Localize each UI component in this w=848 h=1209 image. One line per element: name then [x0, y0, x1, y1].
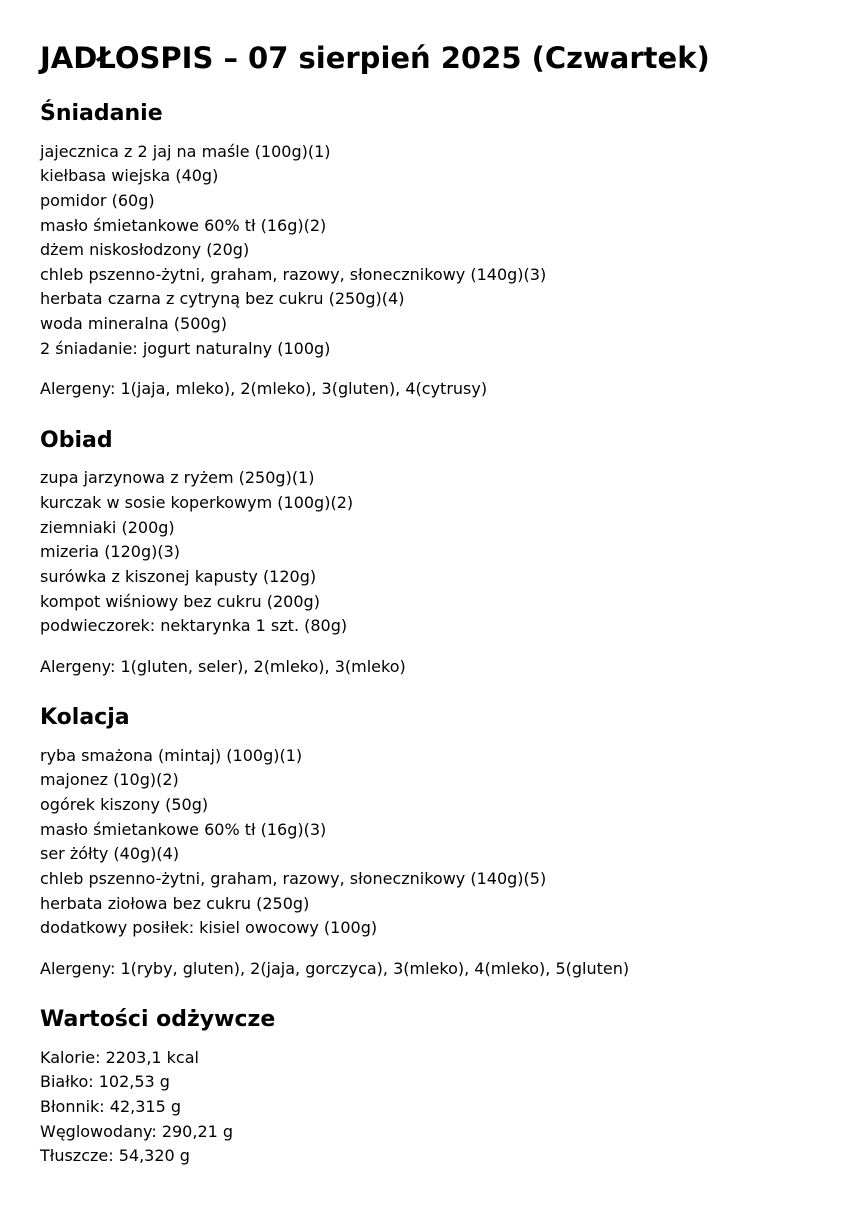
menu-item-line: ser żółty (40g)(4) — [40, 844, 180, 864]
section-heading: Śniadanie — [40, 101, 163, 127]
menu-item-line: ziemniaki (200g) — [40, 517, 175, 537]
menu-item-line: kompot wiśniowy bez cukru (200g) — [40, 591, 320, 611]
menu-sections — [40, 101, 808, 981]
nutrition-section — [40, 1007, 808, 1169]
menu-item-line: ogórek kiszony (50g) — [40, 795, 209, 815]
menu-item-line: jajecznica z 2 jaj na maśle (100g)(1) — [40, 141, 331, 161]
section-heading: Obiad — [40, 427, 113, 453]
menu-item-line: pomidor (60g) — [40, 190, 155, 210]
allergens-line: Alergeny: 1(gluten, seler), 2(mleko), 3(mleko) — [40, 656, 406, 676]
page-title: JADŁOSPIS – 07 sierpień 2025 (Czwartek) — [40, 41, 710, 75]
menu-item-list — [40, 466, 808, 638]
nutrition-line: Białko: 102,53 g — [40, 1072, 170, 1092]
menu-item-line: herbata ziołowa bez cukru (250g) — [40, 893, 310, 913]
nutrition-line: Kalorie: 2203,1 kcal — [40, 1047, 199, 1067]
menu-item-list — [40, 140, 808, 362]
menu-item-line: masło śmietankowe 60% tł (16g)(3) — [40, 819, 327, 839]
menu-item-line: dodatkowy posiłek: kisiel owocowy (100g) — [40, 918, 378, 938]
menu-item-list — [40, 744, 808, 941]
menu-item-line: herbata czarna z cytryną bez cukru (250g)(4) — [40, 289, 405, 309]
menu-item-line: podwieczorek: nektarynka 1 szt. (80g) — [40, 616, 348, 636]
menu-item-line: chleb pszenno-żytni, graham, razowy, słonecznikowy (140g)(5) — [40, 868, 547, 888]
section-heading: Kolacja — [40, 705, 130, 731]
nutrition-line: Błonnik: 42,315 g — [40, 1097, 182, 1117]
allergens-line: Alergeny: 1(jaja, mleko), 2(mleko), 3(gluten), 4(cytrusy) — [40, 379, 488, 399]
menu-item-line: woda mineralna (500g) — [40, 314, 227, 334]
nutrition-line: Węglowodany: 290,21 g — [40, 1121, 234, 1141]
menu-item-line: kiełbasa wiejska (40g) — [40, 166, 219, 186]
menu-item-line: zupa jarzynowa z ryżem (250g)(1) — [40, 468, 315, 488]
meal-section — [40, 101, 808, 402]
menu-item-line: 2 śniadanie: jogurt naturalny (100g) — [40, 338, 331, 358]
menu-item-line: masło śmietankowe 60% tł (16g)(2) — [40, 215, 327, 235]
menu-item-line: ryba smażona (mintaj) (100g)(1) — [40, 745, 303, 765]
menu-item-line: dżem niskosłodzony (20g) — [40, 240, 250, 260]
allergens-line: Alergeny: 1(ryby, gluten), 2(jaja, gorczyca), 3(mleko), 4(mleko), 5(gluten) — [40, 958, 630, 978]
menu-item-line: chleb pszenno-żytni, graham, razowy, słonecznikowy (140g)(3) — [40, 264, 547, 284]
meal-section — [40, 428, 808, 679]
menu-item-line: mizeria (120g)(3) — [40, 542, 181, 562]
menu-item-line: kurczak w sosie koperkowym (100g)(2) — [40, 493, 354, 512]
menu-item-line: majonez (10g)(2) — [40, 770, 179, 790]
nutrition-line: Tłuszcze: 54,320 g — [40, 1146, 190, 1166]
meal-section — [40, 705, 808, 981]
nutrition-lines — [40, 1046, 808, 1169]
menu-item-line: surówka z kiszonej kapusty (120g) — [40, 566, 317, 586]
nutrition-heading: Wartości odżywcze — [40, 1007, 276, 1033]
